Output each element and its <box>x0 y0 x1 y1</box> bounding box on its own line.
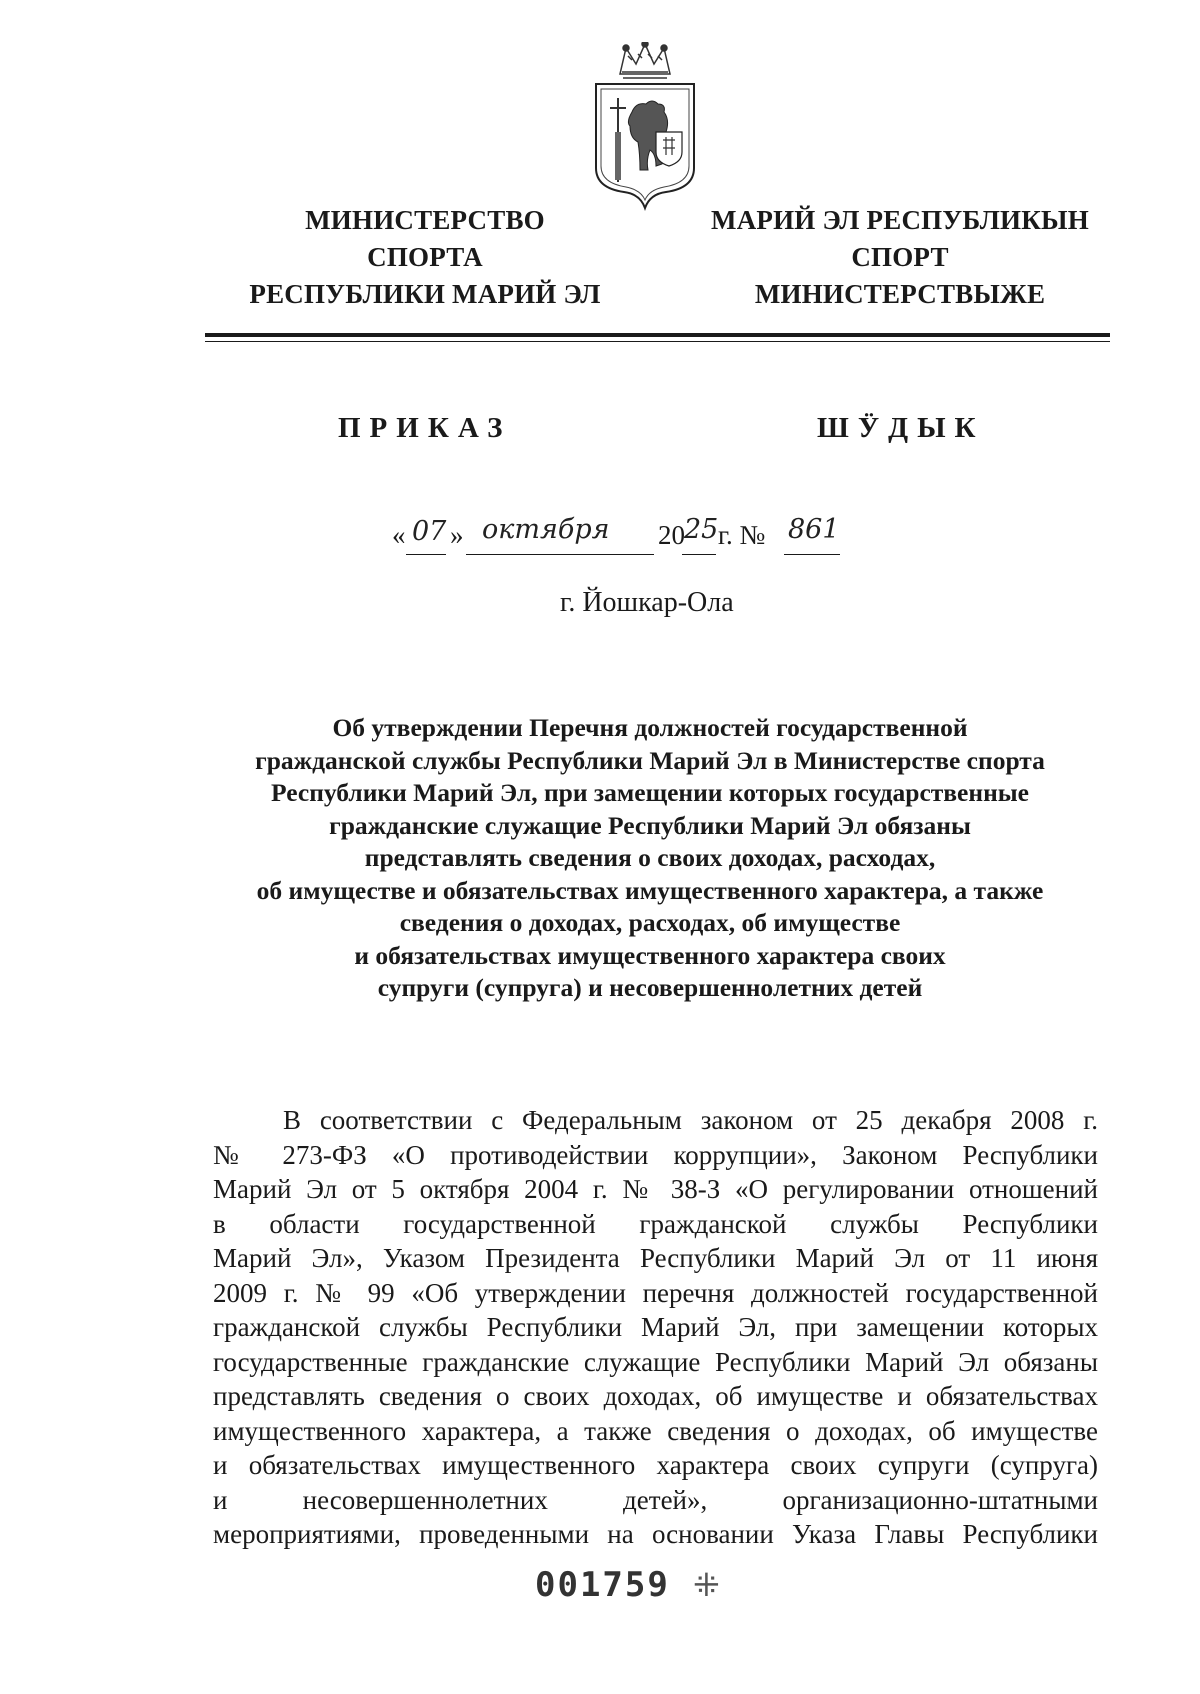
ministry-name-line: СПОРТ <box>851 242 949 272</box>
title-line: Об утверждении Перечня должностей государственной <box>332 713 968 742</box>
ministry-name-line: МАРИЙ ЭЛ РЕСПУБЛИКЫН <box>711 205 1089 235</box>
city-name: г. Йошкар-Ола <box>560 587 734 618</box>
order-number-handwritten: 861 <box>788 514 840 545</box>
date-year-underline <box>682 554 716 555</box>
date-close-quote: » <box>450 520 464 550</box>
serial-number-stamp: 001759 <box>535 1565 670 1605</box>
body-line: Марий Эл», Указом Президента Республики Марий Эл от 11 июня <box>213 1243 1098 1273</box>
body-line: имущественного характера, а также сведения о доходах, об имуществе <box>213 1415 1098 1446</box>
doc-type-russian: ПРИКАЗ <box>338 412 512 444</box>
ministry-name-line: СПОРТА <box>367 242 483 272</box>
doc-type-mari: ШӰДЫК <box>817 412 985 444</box>
body-line: гражданской службы Республики Марий Эл, при замещении которых <box>213 1312 1098 1342</box>
title-line: Республики Марий Эл, при замещении которых государственные <box>271 778 1029 807</box>
date-day-underline <box>406 554 446 555</box>
date-year-suffix-handwritten: 25 <box>684 514 719 545</box>
body-line: и несовершеннолетних детей», организационно-штатными <box>213 1484 1098 1515</box>
ministry-name-russian <box>190 202 660 313</box>
order-number-underline <box>784 554 840 555</box>
body-line: Марий Эл от 5 октября 2004 г. № 38-З «О регулировании отношений <box>213 1174 1098 1204</box>
ministry-name-mari <box>680 202 1120 313</box>
title-line: об имуществе и обязательствах имущественного характера, а также <box>256 875 1044 905</box>
body-line: № 273-ФЗ «О противодействии коррупции», Законом Республики <box>213 1139 1098 1170</box>
date-number-line <box>392 514 912 562</box>
ministry-name-line: МИНИСТЕРСТВО <box>305 205 545 235</box>
body-line: представлять сведения о своих доходах, об имуществе и обязательствах <box>213 1381 1098 1411</box>
title-line: представлять сведения о своих доходах, расходах, <box>364 843 936 872</box>
body-paragraph <box>213 1103 1098 1552</box>
ministry-name-line: РЕСПУБЛИКИ МАРИЙ ЭЛ <box>249 279 601 309</box>
header-divider-thin <box>205 341 1110 342</box>
body-line: мероприятиями, проведенными на основании Указа Главы Республики <box>213 1519 1098 1549</box>
title-line: сведения о доходах, расходах, об имуществе <box>399 908 901 937</box>
date-year-prefix: 20 <box>658 520 685 550</box>
title-line: супруги (супруга) и несовершеннолетних детей <box>377 973 923 1002</box>
date-month-handwritten: октября <box>482 514 610 545</box>
body-line: государственные гражданские служащие Республики Марий Эл обязаны <box>213 1346 1098 1377</box>
stamp-ornament-icon: ⁜ <box>693 1567 720 1603</box>
ministry-name-line: МИНИСТЕРСТВЫЖЕ <box>754 279 1046 309</box>
body-line: и обязательствах имущественного характера своих супруги (супруга) <box>213 1450 1098 1480</box>
body-line: В соответствии с Федеральным законом от 25 декабря 2008 г. <box>283 1105 1098 1135</box>
title-line: гражданской службы Республики Марий Эл в Министерстве спорта <box>255 745 1045 775</box>
date-year-unit: г. № <box>718 520 766 550</box>
title-line: гражданские служащие Республики Марий Эл обязаны <box>329 810 971 840</box>
body-line: 2009 г. № 99 «Об утверждении перечня должностей государственной <box>213 1277 1098 1308</box>
coat-of-arms-emblem <box>586 42 704 212</box>
header-divider-thick <box>205 333 1110 337</box>
document-title <box>200 712 1100 1005</box>
body-line: в области государственной гражданской службы Республики <box>213 1208 1098 1239</box>
date-day-handwritten: 07 <box>412 516 447 547</box>
title-line: и обязательствах имущественного характера своих <box>354 940 946 970</box>
date-open-quote: « <box>392 520 406 550</box>
date-month-underline <box>466 554 654 555</box>
